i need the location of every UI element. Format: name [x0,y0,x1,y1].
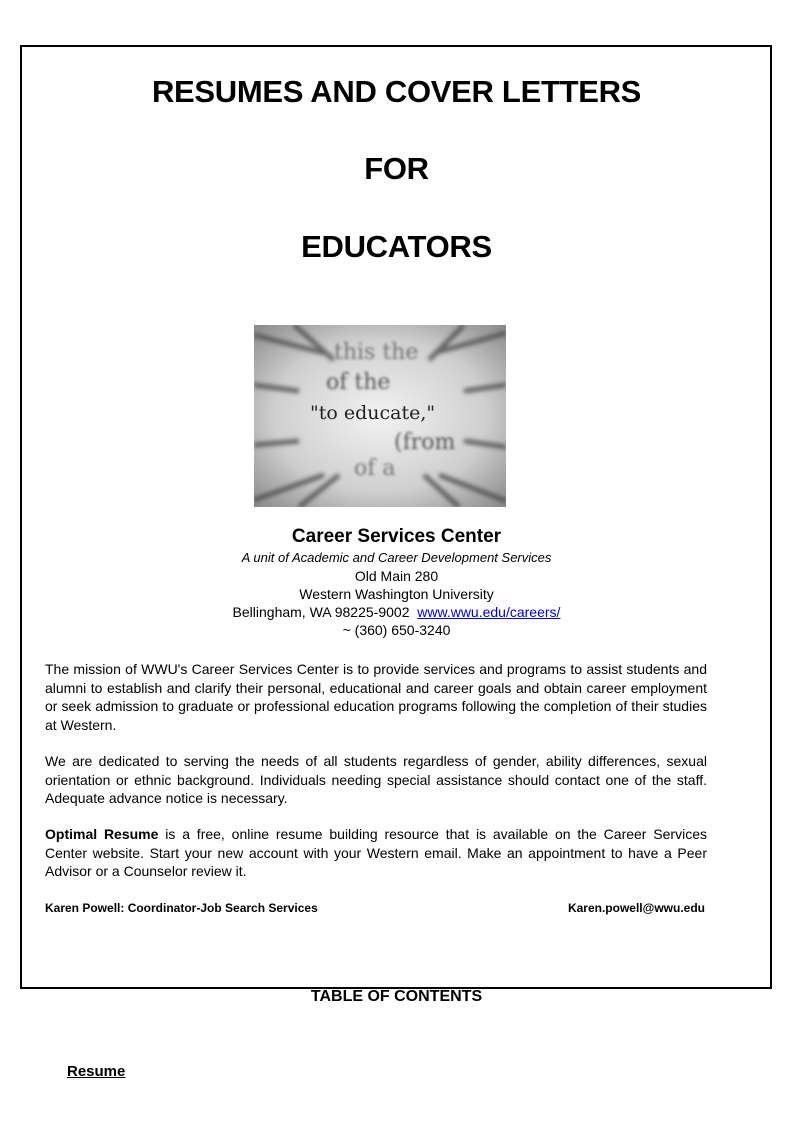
photo-text-1: this the [334,340,419,365]
optimal-resume-label: Optimal Resume [45,826,159,842]
book-text-zoom-photo [254,325,506,507]
careers-website-link[interactable]: www.wwu.edu/careers/ [417,604,561,620]
mission-paragraph: The mission of WWU's Career Services Center is to provide services and programs to assist students and alumni to establish and clarify their personal, educational and career goals and obtain career employment or seek admission to graduate or professional education programs following the completion of their studies at Western. [45,661,707,733]
center-phone: ~ (360) 650-3240 [342,622,451,638]
photo-text-2: of the [326,370,391,395]
dedication-paragraph: We are dedicated to serving the needs of all students regardless of gender, ability differences, sexual orientation or ethnic background. Individuals needing special assistance should contact one of the staff. Adequate advance notice is necessary. [45,753,707,806]
toc-heading: TABLE OF CONTENTS [310,988,483,1005]
page-title-line3: EDUCATORS [301,229,492,264]
center-name: Career Services Center [291,526,502,547]
toc-item-resume[interactable]: Resume [67,1063,126,1080]
center-address-2: Western Washington University [299,586,494,602]
optimal-resume-text: is a free, online resume building resource that is available on the Career Services Center website. Start your new account with your Western email. Make an appointment to have a Peer Advisor or a Counselor review it. [45,826,707,879]
contact-row [45,901,705,915]
contact-person: Karen Powell: Coordinator-Job Search Services [45,901,318,915]
center-address-1: Old Main 280 [354,568,439,584]
optimal-resume-paragraph [45,825,707,881]
center-city: Bellingham, WA 98225-9002 [232,604,410,620]
page-title-line1: RESUMES AND COVER LETTERS [151,74,642,109]
center-address-3 [0,603,793,621]
photo-text-5: of a [354,456,396,481]
page-title-line2: FOR [364,151,429,186]
photo-text-4: (from [394,430,456,455]
photo-text-3: "to educate," [310,402,436,424]
contact-email[interactable]: Karen.powell@wwu.edu [567,901,705,915]
center-unit: A unit of Academic and Career Development Services [241,550,552,565]
